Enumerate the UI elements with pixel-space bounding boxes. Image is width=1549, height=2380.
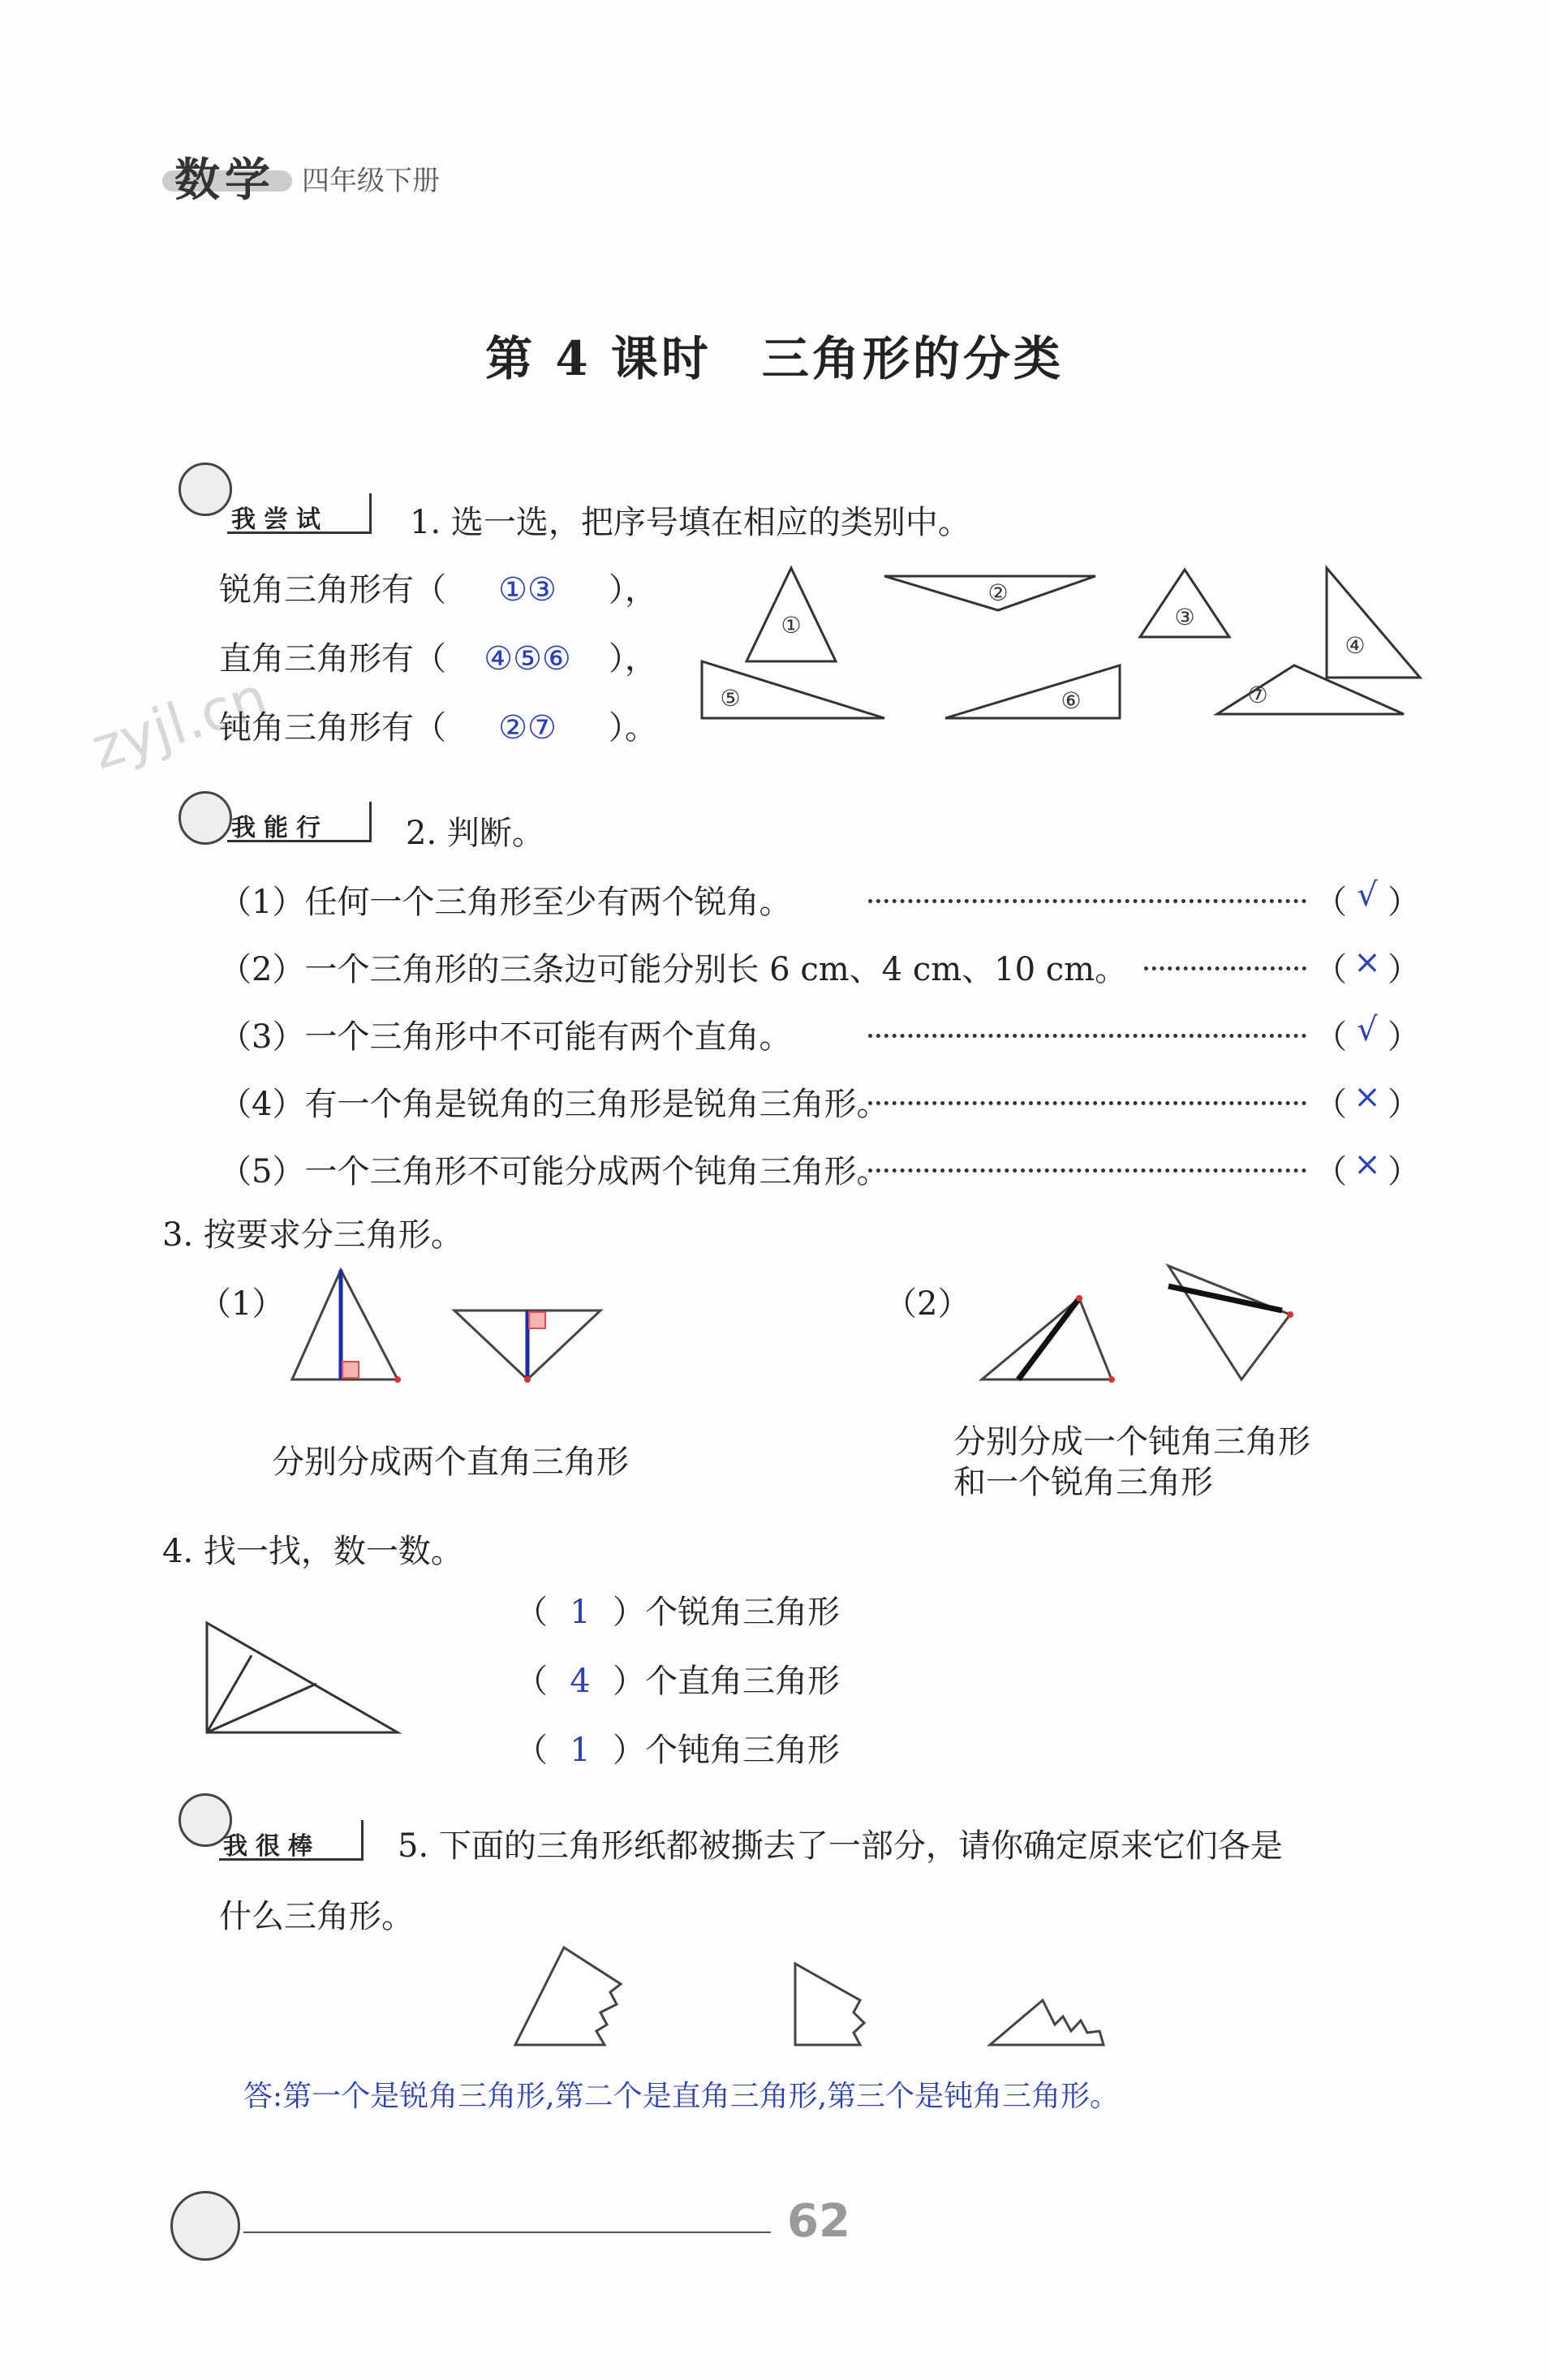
q5-prompt-line1: 5. 下面的三角形纸都被撕去了一部分，请你确定原来它们各是 <box>398 1827 1283 1865</box>
q3-part2-label: （2） <box>884 1285 970 1323</box>
q4-row <box>515 1724 840 1771</box>
triangle-2-label: ② <box>987 579 1009 606</box>
mascot-icon <box>179 463 232 516</box>
triangle-6 <box>945 665 1120 718</box>
q2-item <box>219 1146 1420 1192</box>
q1-obtuse-end: ）。 <box>609 709 657 747</box>
q2-open-paren: （ <box>1314 884 1347 921</box>
page-title: 第 4 课时 三角形的分类 <box>485 331 1064 386</box>
q2-item-answer-box <box>1314 944 1420 990</box>
q3-prompt: 3. 按要求分三角形。 <box>162 1216 463 1254</box>
q2-item-answer: √ <box>1357 876 1378 914</box>
q3-part2-answer-line1: 分别分成一个钝角三角形 <box>953 1423 1310 1461</box>
q2-item-answer: × <box>1353 1146 1381 1183</box>
q2-item-text: （1）任何一个三角形至少有两个锐角。 <box>219 884 792 921</box>
q3-part1-answer: 分别分成两个直角三角形 <box>272 1444 629 1481</box>
q2-close-paren: ） <box>1388 884 1420 921</box>
q4-row-answer: 1 <box>570 1732 591 1769</box>
q1-right-label: 直角三角形有（ <box>219 640 446 678</box>
q2-item-answer-box <box>1314 1146 1420 1192</box>
section-divider <box>369 493 372 534</box>
q2-open-paren: （ <box>1314 1086 1347 1123</box>
q4-prompt: 4. 找一找，数一数。 <box>162 1533 463 1570</box>
q2-open-paren: （ <box>1314 1018 1347 1056</box>
footer-line <box>243 2232 771 2233</box>
q4-open-paren: （ <box>515 1663 548 1700</box>
q2-close-paren: ） <box>1387 1153 1420 1190</box>
triangle-1-label: ① <box>781 612 802 639</box>
q3-part1-label: （1） <box>199 1285 285 1323</box>
q1-acute-line <box>219 564 657 610</box>
q4-row <box>515 1586 840 1633</box>
q1-right-line <box>219 633 657 679</box>
q2-item-leader <box>1144 966 1306 971</box>
q4-figure <box>195 1611 414 1749</box>
section-underline <box>227 532 369 534</box>
watermark: zyjl.cn <box>83 663 276 783</box>
q1-acute-label: 锐角三角形有（ <box>219 571 446 609</box>
q4-row-text: ）个直角三角形 <box>613 1663 840 1700</box>
q2-item-answer: × <box>1353 1078 1381 1116</box>
triangle-7-label: ⑦ <box>1247 682 1268 708</box>
q2-prompt: 2. 判断。 <box>406 815 544 852</box>
q2-item-answer-box <box>1314 876 1420 923</box>
triangle-4-label: ④ <box>1345 632 1366 659</box>
triangle-4 <box>1327 568 1420 678</box>
q4-row-answer: 1 <box>570 1594 591 1631</box>
q2-item-leader <box>868 1034 1306 1038</box>
q2-item-answer-box <box>1314 1078 1420 1125</box>
q2-item-answer-box <box>1314 1011 1420 1057</box>
q5-torn-triangles <box>503 1935 1120 2057</box>
q2-item-text: （5）一个三角形不可能分成两个钝角三角形。 <box>219 1153 889 1190</box>
q3-part2-figure <box>957 1250 1314 1404</box>
mascot-icon <box>179 791 232 845</box>
q4-open-paren: （ <box>515 1594 548 1631</box>
q3-part1-figure <box>268 1258 633 1404</box>
q5-answer: 答:第一个是锐角三角形,第二个是直角三角形,第三个是钝角三角形。 <box>243 2080 1120 2113</box>
q1-triangles <box>690 560 1436 738</box>
page-number: 62 <box>787 2195 850 2248</box>
q2-item-leader <box>868 899 1306 903</box>
section-label-great: 我很棒 <box>223 1832 321 1861</box>
q4-open-paren: （ <box>515 1732 548 1769</box>
q2-open-paren: （ <box>1314 1153 1347 1190</box>
q1-obtuse-label: 钝角三角形有（ <box>219 709 446 747</box>
q2-close-paren: ） <box>1387 951 1420 988</box>
q2-close-paren: ） <box>1388 1018 1420 1056</box>
q1-obtuse-line <box>219 702 657 748</box>
q1-acute-end: ）， <box>609 571 657 609</box>
q4-row-text: ）个锐角三角形 <box>613 1594 840 1631</box>
section-underline <box>227 840 369 842</box>
q2-item <box>219 944 1420 990</box>
section-divider <box>369 802 372 842</box>
section-underline <box>219 1858 361 1861</box>
q2-item-leader <box>868 1101 1306 1105</box>
q2-close-paren: ） <box>1387 1086 1420 1123</box>
section-divider <box>361 1820 364 1861</box>
q5-prompt-line2: 什么三角形。 <box>219 1898 414 1935</box>
q2-item-answer: × <box>1353 944 1381 981</box>
section-label-try: 我尝试 <box>231 506 329 534</box>
q1-prompt: 1. 选一选，把序号填在相应的类别中。 <box>410 504 970 541</box>
triangle-5-label: ⑤ <box>720 685 741 712</box>
q2-item-text: （4）有一个角是锐角的三角形是锐角三角形。 <box>219 1086 889 1123</box>
q1-acute-answer: ①③ <box>498 571 557 609</box>
q2-item-answer: √ <box>1357 1011 1378 1048</box>
triangle-6-label: ⑥ <box>1061 687 1082 714</box>
q4-row <box>515 1655 840 1702</box>
q2-item-text: （3）一个三角形中不可能有两个直角。 <box>219 1018 792 1056</box>
header-grade: 四年级下册 <box>302 165 440 197</box>
q2-item <box>219 1011 1420 1057</box>
triangle-3-label: ③ <box>1174 604 1195 631</box>
q4-row-answer: 4 <box>570 1663 591 1700</box>
q2-item-text: （2）一个三角形的三条边可能分别长 6 cm、4 cm、10 cm。 <box>219 951 1128 988</box>
q3-part2-answer-line2: 和一个锐角三角形 <box>953 1464 1213 1501</box>
q2-open-paren: （ <box>1314 951 1347 988</box>
header-subject: 数学 <box>174 154 275 207</box>
section-label-can: 我能行 <box>231 814 329 842</box>
q2-item-leader <box>868 1168 1306 1173</box>
q4-row-text: ）个钝角三角形 <box>613 1732 840 1769</box>
q2-item <box>219 1078 1420 1125</box>
footer-mascot-icon <box>170 2191 240 2261</box>
q1-right-answer: ④⑤⑥ <box>484 640 571 678</box>
q2-item <box>219 876 1420 923</box>
q1-right-end: ）， <box>609 640 657 678</box>
q1-obtuse-answer: ②⑦ <box>498 709 557 747</box>
